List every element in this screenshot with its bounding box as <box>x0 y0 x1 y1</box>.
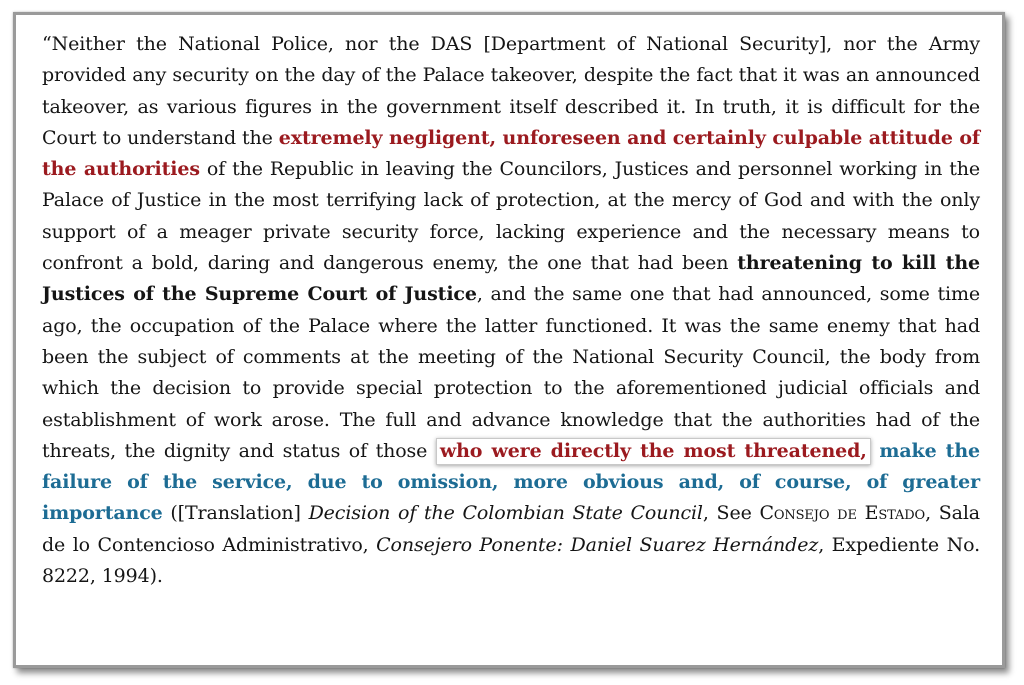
citation-text: , See <box>702 502 760 525</box>
citation-text: ([Translation] <box>162 502 309 525</box>
quote-text: “Neither the National Police, nor the DAS [Department of National Security], nor the Army provided any security on the day of the Palace takeover, despite the fact that it was an announced takeover, as various figures in the government itself described it. In truth, it is difficult for the Court to understand the <box>42 33 980 149</box>
quote-text: of the Republic in leaving the Councilors, Justices and personnel working in the Palace of Justice in the most terrifying lack of protection, at the mercy of God and with the only support of a meager private security force, lacking experience and the necessary means to confront a bold, daring and dangerous enemy, the one that had been <box>42 158 980 275</box>
citation-decision-title: Decision of the Colombian State Council <box>308 502 703 525</box>
citation-consejero-ponente: Consejero Ponente: Daniel Suarez Hernández <box>376 533 819 556</box>
highlight-threatening-to-kill: threatening to kill the Justices of the Supreme Court of Justice <box>42 252 980 306</box>
highlight-most-threatened-box: who were directly the most threatened, <box>436 438 871 465</box>
highlight-negligent-attitude: extremely negligent, unforeseen and certainly culpable attitude of the authorities <box>42 126 980 181</box>
citation-text: , Expediente No. 8222, 1994). <box>42 533 980 588</box>
quote-block <box>42 29 980 592</box>
quote-text: , and the same one that had announced, some time ago, the occupation of the Palace where the latter functioned. It was the same enemy that had been the subject of comments at the meeting of the National Security Council, the body from which the decision to provide special protection to the aforementioned judicial officials and establishment of work arose. The full and advance knowledge that the authorities had of the threats, the dignity and status of those <box>42 283 980 462</box>
highlight-failure-of-service: make the failure of the service, due to omission, more obvious and, of course, of greater importance <box>42 439 980 525</box>
citation-text: , Sala de lo Contencioso Administrativo, <box>42 502 981 556</box>
citation-consejo-de-estado: Consejo de Estado <box>759 502 926 525</box>
